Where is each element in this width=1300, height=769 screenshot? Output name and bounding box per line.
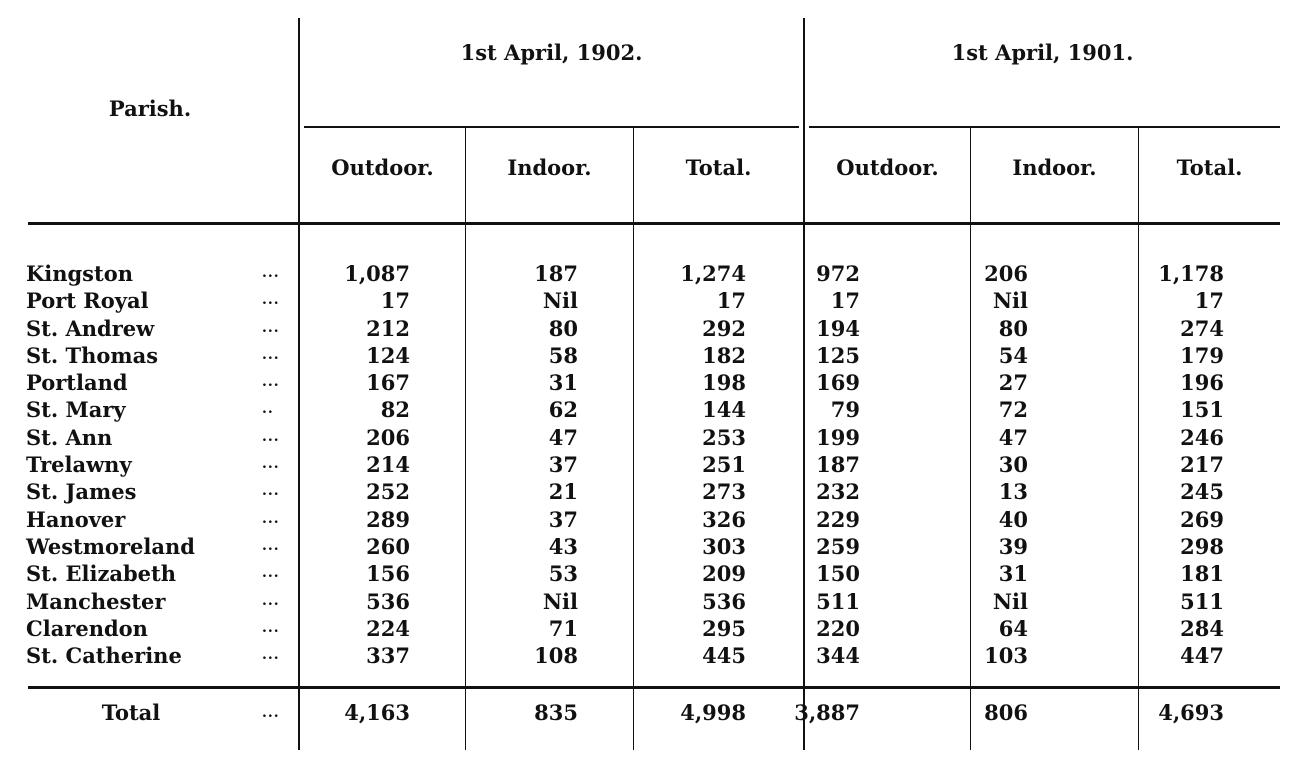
rule-period-underline-1901 (809, 126, 1280, 128)
rule-total-top (28, 686, 1280, 689)
total-1901: 274 (1180, 315, 1224, 341)
indoor-1901: Nil (992, 288, 1028, 314)
outdoor-1901: 150 (816, 561, 860, 587)
total-1902: 209 (702, 561, 746, 587)
indoor-1901: 72 (998, 397, 1028, 423)
indoor-1901: 39 (998, 533, 1028, 559)
total-row (0, 697, 1254, 729)
indoor-1901: 30 (998, 452, 1028, 478)
indoor-1902: 37 (548, 506, 578, 532)
rule-header-bottom (28, 222, 1280, 225)
total-1901: 181 (1180, 561, 1224, 587)
outdoor-1901: 232 (816, 479, 860, 505)
leader-dots: ... (262, 483, 280, 500)
table-row (0, 451, 1254, 478)
total-1902: 303 (702, 533, 746, 559)
outdoor-1902: 212 (366, 315, 410, 341)
outdoor-1901: 125 (816, 342, 860, 368)
total-indoor-1901: 806 (984, 700, 1028, 725)
total-1902: 536 (702, 588, 746, 614)
table-row (0, 287, 1254, 314)
total-1901: 246 (1180, 424, 1224, 450)
outdoor-1902: 289 (366, 506, 410, 532)
indoor-1901: 206 (984, 261, 1028, 286)
leader-dots: ... (262, 647, 280, 664)
total-1901: 298 (1180, 533, 1224, 559)
leader-dots: ... (262, 456, 280, 473)
total-1902: 326 (702, 506, 746, 532)
outdoor-1901: 194 (816, 315, 860, 341)
leader-dots: ... (262, 428, 280, 445)
indoor-1902: 37 (548, 452, 578, 478)
parish-name: Westmoreland (26, 533, 195, 559)
col-header-outdoor-1901: Outdoor. (836, 155, 939, 180)
leader-dots: ... (262, 592, 280, 609)
total-total-1902: 4,998 (680, 700, 746, 725)
indoor-1902: 21 (548, 479, 578, 505)
indoor-1902: 58 (548, 342, 578, 368)
outdoor-1902: 124 (366, 342, 410, 368)
table-row (0, 369, 1254, 396)
table-row (0, 642, 1254, 669)
outdoor-1902: 214 (366, 452, 410, 478)
parish-name: St. James (26, 479, 137, 505)
outdoor-1901: 199 (816, 424, 860, 450)
parish-name: St. Ann (26, 424, 113, 450)
indoor-1901: 103 (984, 643, 1028, 669)
parish-rows-table (0, 260, 1254, 669)
indoor-1901: 40 (998, 506, 1028, 532)
total-1901: 17 (1194, 288, 1224, 314)
total-1901: 284 (1180, 615, 1224, 641)
parish-name: Manchester (26, 588, 166, 614)
indoor-1902: 53 (548, 561, 578, 587)
outdoor-1901: 344 (816, 643, 860, 669)
indoor-1902: 47 (548, 424, 578, 450)
parish-name: St. Elizabeth (26, 561, 176, 587)
indoor-1902: 62 (548, 397, 578, 423)
leader-dots: ... (262, 619, 280, 636)
total-1901: 447 (1180, 643, 1224, 669)
outdoor-1902: 252 (366, 479, 410, 505)
outdoor-1902: 206 (366, 424, 410, 450)
col-header-outdoor-1902: Outdoor. (331, 155, 434, 180)
indoor-1902: 43 (548, 533, 578, 559)
parish-name: St. Mary (26, 397, 126, 423)
total-1902: 1,274 (680, 261, 746, 286)
indoor-1902: Nil (542, 288, 578, 314)
col-header-indoor-1902: Indoor. (507, 155, 592, 180)
table-row (0, 260, 1254, 287)
total-1901: 196 (1180, 370, 1224, 396)
outdoor-1901: 259 (816, 533, 860, 559)
outdoor-1902: 337 (366, 643, 410, 669)
outdoor-1902: 224 (366, 615, 410, 641)
total-indoor-1902: 835 (534, 700, 578, 725)
table-row (0, 478, 1254, 505)
indoor-1902: 108 (534, 643, 578, 669)
indoor-1902: 31 (548, 370, 578, 396)
table-row (0, 342, 1254, 369)
table-row (0, 506, 1254, 533)
col-header-total-1902: Total. (685, 155, 752, 180)
leader-dots: ... (262, 565, 280, 582)
parish-name: Trelawny (26, 452, 132, 478)
indoor-1902: Nil (542, 588, 578, 614)
parish-name: Portland (26, 370, 128, 396)
total-1901: 179 (1180, 342, 1224, 368)
outdoor-1902: 1,087 (344, 261, 410, 286)
leader-dots: ... (262, 510, 280, 527)
table-row-total (0, 697, 1254, 729)
parish-name: St. Thomas (26, 342, 159, 368)
table-row (0, 424, 1254, 451)
period-title-1901: 1st April, 1901. (951, 40, 1134, 65)
table-row (0, 588, 1254, 615)
total-1902: 445 (702, 643, 746, 669)
outdoor-1901: 169 (816, 370, 860, 396)
total-1901: 217 (1180, 452, 1224, 478)
indoor-1901: 64 (998, 615, 1028, 641)
total-1901: 269 (1180, 506, 1224, 532)
outdoor-1901: 511 (816, 588, 860, 614)
outdoor-1902: 260 (366, 533, 410, 559)
total-1902: 295 (702, 615, 746, 641)
total-1902: 251 (702, 452, 746, 478)
leader-dots: ... (262, 265, 280, 281)
leader-dots: ... (262, 537, 280, 554)
total-1902: 182 (702, 342, 746, 368)
outdoor-1901: 972 (816, 261, 860, 286)
leader-dots: ... (262, 292, 280, 309)
total-outdoor-1901: 3,887 (794, 700, 860, 725)
outdoor-1902: 82 (380, 397, 410, 423)
outdoor-1902: 167 (366, 370, 410, 396)
total-label: Total (101, 700, 161, 725)
parish-column-header: Parish. (108, 96, 192, 121)
table-row (0, 533, 1254, 560)
leader-dots: ... (262, 319, 280, 336)
table-row (0, 396, 1254, 423)
col-header-total-1901: Total. (1176, 155, 1243, 180)
indoor-1901: 47 (998, 424, 1028, 450)
indoor-1901: 80 (998, 315, 1028, 341)
parish-name: St. Andrew (26, 315, 155, 341)
outdoor-1902: 536 (366, 588, 410, 614)
parish-name: St. Catherine (26, 643, 182, 669)
leader-dots: .. (262, 401, 274, 418)
outdoor-1901: 17 (830, 288, 860, 314)
leader-dots: ... (262, 346, 280, 363)
outdoor-1902: 17 (380, 288, 410, 314)
parish-name: Kingston (26, 261, 133, 286)
indoor-1901: 31 (998, 561, 1028, 587)
total-1902: 17 (716, 288, 746, 314)
outdoor-1901: 187 (816, 452, 860, 478)
total-1902: 273 (702, 479, 746, 505)
outdoor-1901: 79 (830, 397, 860, 423)
total-total-1901: 4,693 (1158, 700, 1224, 725)
total-1902: 198 (702, 370, 746, 396)
total-1902: 253 (702, 424, 746, 450)
table-row (0, 315, 1254, 342)
parish-name: Clarendon (26, 615, 148, 641)
total-1901: 1,178 (1158, 261, 1224, 286)
indoor-1901: 13 (998, 479, 1028, 505)
outdoor-1901: 220 (816, 615, 860, 641)
parish-name: Hanover (26, 506, 126, 532)
outdoor-1901: 229 (816, 506, 860, 532)
table-row (0, 560, 1254, 587)
total-outdoor-1902: 4,163 (344, 700, 410, 725)
leader-dots: ... (262, 705, 280, 721)
table-row (0, 615, 1254, 642)
outdoor-1902: 156 (366, 561, 410, 587)
indoor-1902: 187 (534, 261, 578, 286)
col-header-indoor-1901: Indoor. (1012, 155, 1097, 180)
indoor-1901: 27 (998, 370, 1028, 396)
indoor-1901: Nil (992, 588, 1028, 614)
indoor-1902: 80 (548, 315, 578, 341)
period-title-1902: 1st April, 1902. (460, 40, 643, 65)
rule-period-underline-1902 (304, 126, 799, 128)
total-1901: 511 (1180, 588, 1224, 614)
leader-dots: ... (262, 374, 280, 391)
indoor-1901: 54 (998, 342, 1028, 368)
indoor-1902: 71 (548, 615, 578, 641)
total-1901: 245 (1180, 479, 1224, 505)
total-1901: 151 (1180, 397, 1224, 423)
total-1902: 292 (702, 315, 746, 341)
parish-name: Port Royal (26, 288, 149, 314)
total-1902: 144 (702, 397, 746, 423)
